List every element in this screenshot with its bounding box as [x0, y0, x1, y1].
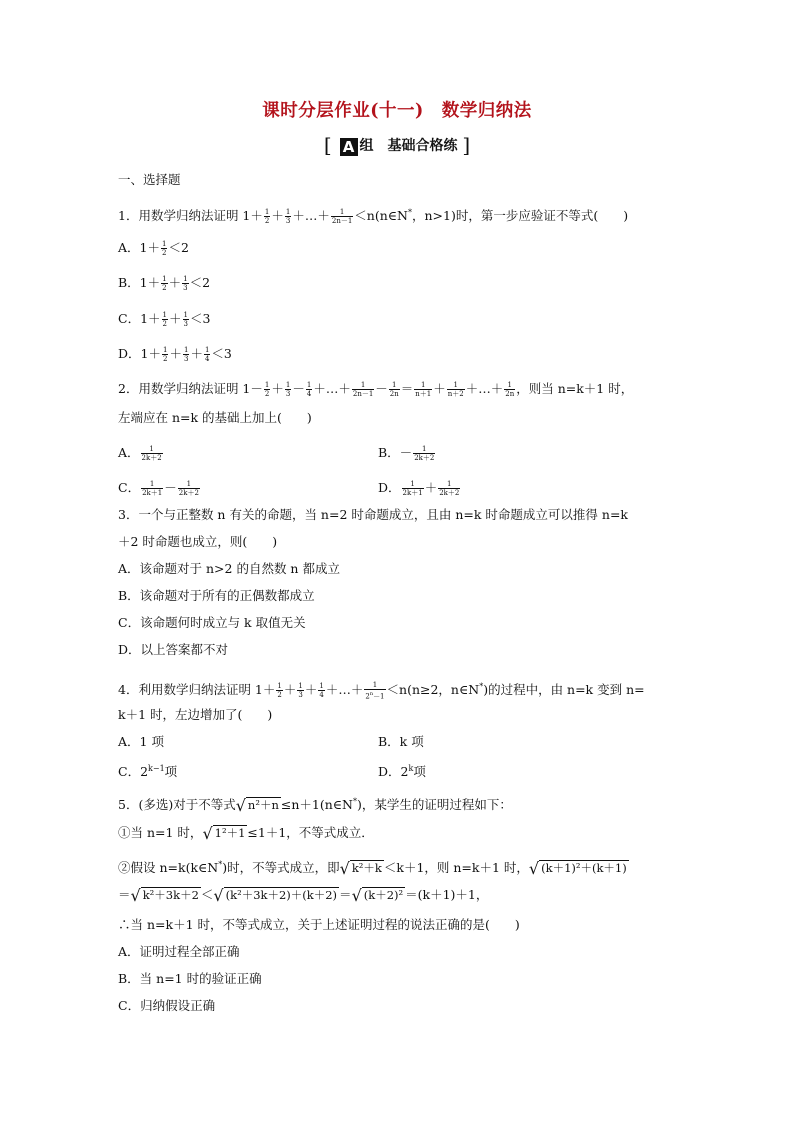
question-3-stem: 3．一个与正整数 n 有关的命题，当 n=2 时命题成立，且由 n=k 时命题成立可以推得 n=k — [118, 507, 628, 522]
question-4-option-d[interactable]: D．2$^k$项 — [378, 764, 426, 780]
question-5-option-a[interactable]: A．证明过程全部正确 — [118, 944, 240, 959]
question-4-stem: 4．利用数学归纳法证明 1＋ $\frac{1}{2}$ ＋ $\frac{1}{3}$ ＋ $\frac{1}{4}$ ＋…＋ $\frac{1}{2^n-1}$ ＜n(n≥2，n∈N*)的过程中，由 n=k 变到 n= — [118, 681, 645, 701]
question-2-option-c[interactable]: C． $\frac{1}{2k+1}$ － $\frac{1}{2k+2}$ — [118, 480, 199, 497]
question-3-option-b[interactable]: B．该命题对于所有的正偶数都成立 — [118, 588, 315, 603]
question-5-step-3: ＝√ k²＋3k＋2 ＜√ (k²＋3k＋2)＋(k＋2) ＝√ (k＋2)² ＝(k＋1)＋1， — [118, 886, 489, 905]
question-4-stem-line2: k＋1 时，左边增加了( ) — [118, 707, 273, 722]
question-2-option-b[interactable]: B．－ $\frac{1}{2k+2}$ — [378, 445, 435, 462]
question-2-option-d[interactable]: D． $\frac{1}{2k+1}$ ＋ $\frac{1}{2k+2}$ — [378, 480, 460, 497]
page-title: 课时分层作业(十一) 数学归纳法 — [262, 101, 532, 121]
question-2-stem: 2．用数学归纳法证明 1－ $\frac{1}{2}$ ＋ $\frac{1}{3}$ － $\frac{1}{4}$ ＋…＋ $\frac{1}{2n-1}$ － $\frac{1}{2n}$ ＝ $\frac{1}{n+1}$ ＋ $\frac{1}{n+2}$ ＋…＋ $\frac{1}{2n}$ ，则当 n=k＋1 时， — [118, 381, 634, 398]
question-5-option-b[interactable]: B．当 n=1 时的验证正确 — [118, 971, 262, 986]
question-3-stem-line2: ＋2 时命题也成立，则( ) — [118, 534, 278, 549]
group-heading: [ A 组 基础合格练 ] — [323, 133, 471, 157]
question-5-conclusion: ∴当 n=k＋1 时，不等式成立，关于上述证明过程的说法正确的是( ) — [118, 917, 520, 932]
question-3-option-a[interactable]: A．该命题对于 n>2 的自然数 n 都成立 — [118, 561, 340, 576]
question-2-stem-line2: 左端应在 n=k 的基础上加上( ) — [118, 410, 312, 425]
question-3-option-c[interactable]: C．该命题何时成立与 k 取值无关 — [118, 615, 306, 630]
question-1-option-c[interactable]: C．1＋ $\frac{1}{2}$ ＋ $\frac{1}{3}$ ＜3 — [118, 311, 211, 328]
group-a-badge: A — [340, 138, 358, 156]
question-1-option-b[interactable]: B．1＋ $\frac{1}{2}$ ＋ $\frac{1}{3}$ ＜2 — [118, 275, 211, 292]
question-5-option-c[interactable]: C．归纳假设正确 — [118, 998, 216, 1013]
question-1-option-d[interactable]: D．1＋ $\frac{1}{2}$ ＋ $\frac{1}{3}$ ＋ $\frac{1}{4}$ ＜3 — [118, 346, 232, 363]
question-4-option-b[interactable]: B．k 项 — [378, 734, 424, 749]
section-heading: 一、选择题 — [118, 172, 181, 187]
question-1-stem: 1．用数学归纳法证明 1＋ $\frac{1}{2}$ ＋ $\frac{1}{3}$ ＋…＋ $\frac{1}{2n-1}$ ＜n(n∈N*，n>1)时，第一步应验证不等式( ) — [118, 208, 629, 226]
question-5-step-1: ①当 n=1 时，√ 1²＋1 ≤1＋1，不等式成立． — [118, 824, 374, 843]
question-3-option-d[interactable]: D．以上答案都不对 — [118, 642, 229, 657]
question-1-option-a[interactable]: A．1＋ $\frac{1}{2}$ ＜2 — [118, 240, 189, 257]
question-2-option-a[interactable]: A． $\frac{1}{2k+2}$ — [118, 445, 162, 462]
question-4-option-c[interactable]: C．$2^{k-1}$项 — [118, 764, 178, 780]
question-4-option-a[interactable]: A．1 项 — [118, 734, 164, 749]
question-5-step-2: ②假设 n=k(k∈N*)时，不等式成立，即√ k²＋k ＜k＋1，则 n=k＋1 时，√ (k＋1)²＋(k＋1) — [118, 859, 627, 879]
question-5-stem: 5．(多选)对于不等式√ n²＋n ≤n＋1(n∈N*)，某学生的证明过程如下： — [118, 796, 512, 816]
